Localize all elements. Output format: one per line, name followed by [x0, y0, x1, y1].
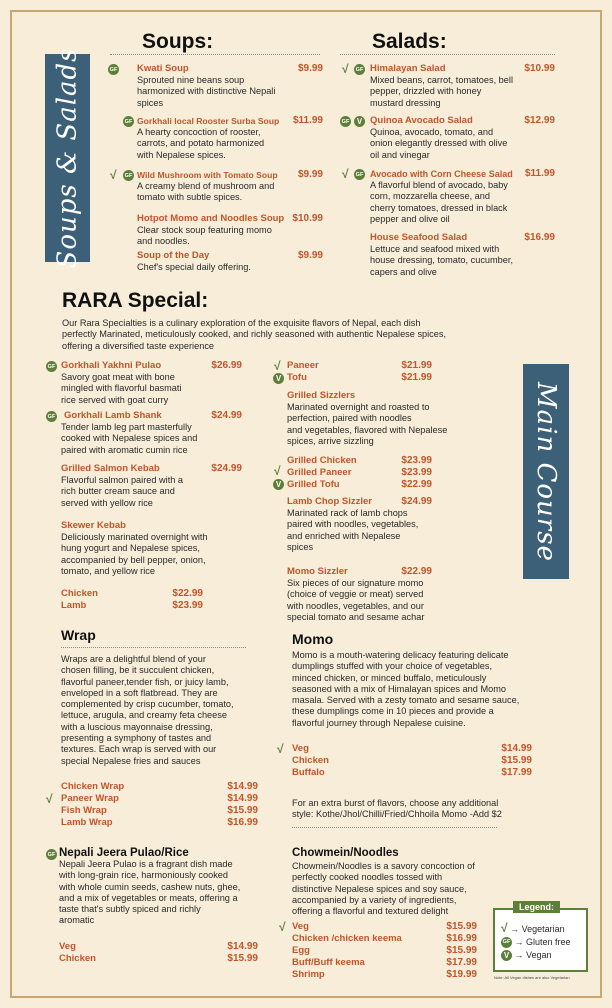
gluten-free-icon: GF [123, 170, 134, 181]
legend-box [493, 902, 588, 972]
rara-intro-line: offering a diversified taste experience [62, 340, 215, 351]
salad-desc: pepper and olive oil [370, 213, 450, 224]
vegan-icon: V [273, 373, 284, 384]
option-name: Chicken [61, 588, 98, 599]
wrap-desc: presenting a symphony of tastes and [61, 733, 212, 744]
rara-desc: Tender lamb leg part masterfully [61, 422, 192, 432]
salad-name: Himalayan Salad [370, 63, 446, 74]
rara-name: Gorkhali Yakhni Pulao [61, 360, 162, 371]
vegetarian-icon: √ [277, 742, 284, 757]
vegetarian-icon: √ [279, 920, 286, 935]
soup-desc: tomato with subtle spices. [137, 192, 243, 203]
rara-item [46, 410, 242, 463]
salads-heading: Salads: [372, 30, 447, 53]
momo-desc: minced chicken, or minced buffalo, meticulously [292, 672, 487, 683]
momo-extra: style: Kothe/Jhol/Chilli/Fried/Chhoila Momo -Add $2 [292, 809, 502, 820]
gluten-free-icon: GF [46, 849, 57, 860]
rara-desc: Flavorful salmon paired with a [61, 475, 184, 485]
pulao-options [46, 941, 258, 965]
momo-desc: these dumplings come in 10 pieces and provide a [292, 706, 494, 717]
momo-name: Veg [292, 743, 309, 755]
wrap-desc: with a luscious mayonnaise dressing, [61, 721, 213, 732]
gluten-free-icon: GF [46, 411, 57, 422]
wrap-heading: Wrap [61, 627, 96, 643]
rara-desc: cooked with Nepalese spices and [61, 433, 198, 444]
wrap-options [46, 781, 258, 829]
wrap-desc: complemented by crisp cucumber, tomato, [61, 699, 234, 710]
option-name: Paneer [287, 360, 319, 371]
lamb-chop-desc: paired with noodles, vegetables, [287, 519, 419, 530]
salad-price: $16.99 [524, 232, 555, 243]
soup-desc: Chef's special daily offering. [137, 262, 251, 272]
option-price: $21.99 [401, 372, 432, 383]
momo-name: Chicken [292, 755, 329, 767]
salad-desc: cherry tomatoes, dressed in black [370, 202, 508, 213]
option-name: Grilled Paneer [287, 467, 352, 478]
wrap-desc: Wraps are a delightful blend of your [61, 654, 206, 664]
rara-desc: Savory goat meat with bone [61, 372, 175, 382]
momo-sizzler-desc: (choice of veggie or meat) served [287, 589, 424, 600]
momo-sizzler-price: $22.99 [401, 566, 432, 577]
wrap-desc: flavorful paneer,tender fish, or juicy lamb, [61, 676, 229, 687]
legend-gluten-free [501, 936, 571, 949]
pulao-price: $14.99 [227, 940, 258, 952]
soup-price: $10.99 [292, 213, 323, 224]
chowmein-price: $15.99 [446, 945, 477, 957]
momo-options [277, 743, 532, 779]
chowmein-desc: perfectly cooked noodles tossed with [292, 872, 443, 883]
soups-list [108, 63, 323, 274]
salad-item [340, 115, 555, 168]
rara-desc: served with yellow rice [61, 497, 153, 508]
rara-heading: RARA Special: [62, 289, 209, 312]
sizzlers-desc: spices, arrive sizzling [287, 435, 374, 446]
salad-desc: capers and olive [370, 266, 437, 277]
soup-desc: and noodles. [137, 236, 190, 247]
vegan-icon: V [501, 950, 512, 961]
rara-price: $24.99 [211, 410, 242, 421]
salads-divider [340, 54, 555, 55]
momo-name: Buffalo [292, 767, 325, 779]
lamb-chop-name: Lamb Chop Sizzler [287, 496, 372, 507]
momo-sizzler-desc: special tomato and sesame achar [287, 611, 425, 622]
momo-desc: seasoned with a mix of Himalayan spices and Momo [292, 683, 506, 694]
option-price: $23.99 [172, 600, 203, 611]
legend-label: → Gluten free [514, 937, 571, 947]
soup-item [108, 250, 323, 274]
soup-item [108, 115, 323, 169]
gluten-free-icon: GF [108, 64, 119, 75]
chowmein-name: Shrimp [292, 969, 325, 981]
rara-desc: paired with aromatic cumin rice [61, 444, 188, 455]
wrap-name: Lamb Wrap [61, 816, 113, 828]
salad-price: $12.99 [524, 115, 555, 126]
rara-name: Grilled Salmon Kebab [61, 463, 160, 474]
chowmein-heading: Chowmein/Noodles [292, 847, 399, 859]
salads-list [340, 63, 555, 280]
rara-desc: rice served with goat curry [61, 394, 169, 405]
momo-desc: flavorful journey through Nepalese cuisine. [292, 717, 466, 728]
chowmein-name: Buff/Buff keema [292, 957, 365, 969]
salad-desc: corn, mozzarella cheese, and [370, 191, 491, 202]
rara-intro-line: Our Rara Specialties is a culinary exploration of the exquisite flavors of Nepal, each dish [62, 318, 421, 328]
option-price: $22.99 [172, 588, 203, 599]
soups-salads-banner [45, 47, 90, 269]
vegetarian-icon: √ [274, 359, 281, 373]
chowmein-name: Veg [292, 921, 309, 933]
rara-left-column [46, 360, 242, 612]
soup-price: $9.99 [297, 169, 323, 180]
wrap-price: $15.99 [227, 804, 258, 816]
chowmein-options [277, 921, 477, 981]
legend-vegetarian [501, 922, 571, 936]
paneer-tofu [272, 360, 432, 386]
wrap-name: Fish Wrap [61, 804, 107, 816]
pulao-name: Chicken [59, 952, 96, 964]
main-course-banner [523, 364, 569, 579]
rara-desc: rich butter cream sauce and [61, 486, 175, 497]
rara-item [46, 463, 242, 518]
chowmein-price: $17.99 [446, 957, 477, 969]
lamb-chop-item [272, 496, 432, 559]
salad-item [340, 63, 555, 115]
rara-name: Gorkhali Lamb Shank [64, 410, 162, 421]
skewer-options [46, 588, 203, 612]
rara-intro [62, 318, 522, 352]
momo-sizzler-name: Momo Sizzler [287, 566, 348, 577]
soup-desc: spices [137, 97, 164, 108]
sizzlers-desc: Marinated overnight and roasted to [287, 402, 430, 412]
gluten-free-icon: GF [354, 169, 365, 180]
legend-vegan [501, 949, 571, 962]
soup-item [108, 169, 323, 210]
sizzlers-item [272, 390, 448, 452]
wrap-desc: special Nepalese fries and sauces [61, 755, 201, 766]
soup-name: Hotpot Momo and Noodles Soup [137, 213, 285, 224]
sizzler-options [272, 455, 432, 493]
gluten-free-icon: GF [501, 937, 512, 948]
option-name: Grilled Chicken [287, 455, 357, 466]
salad-desc: Mixed beans, carrot, tomatoes, bell [370, 75, 513, 85]
lamb-chop-desc: Marinated rack of lamb chops [287, 508, 408, 518]
salad-name: Avocado with Corn Cheese Salad [370, 169, 513, 179]
momo-heading: Momo [292, 631, 334, 647]
legend-note: Note: All Vegan dishes are also Vegetarian [494, 975, 570, 980]
rara-desc: tomato, and yellow rice [61, 565, 155, 576]
salad-desc: house dressing, tomato, cucumber, [370, 255, 513, 266]
salad-desc: A flavorful blend of avocado, baby [370, 180, 508, 190]
vegetarian-icon: √ [342, 62, 349, 76]
option-price: $22.99 [401, 479, 432, 490]
soup-name: Gorkhali local Rooster Surba Soup [137, 116, 280, 126]
chowmein-price: $15.99 [446, 921, 477, 933]
rara-desc: mingled with flavorful basmati [61, 383, 182, 394]
vegan-icon: V [354, 116, 365, 127]
soup-name: Soup of the Day [137, 250, 210, 261]
chowmein-name: Chicken /chicken keema [292, 933, 402, 945]
wrap-price: $16.99 [227, 816, 258, 828]
soups-heading: Soups: [142, 30, 214, 53]
pulao-desc: with long-grain rice, harmoniously cooked [59, 870, 229, 881]
soup-desc: A hearty concoction of rooster, [137, 127, 261, 137]
gluten-free-icon: GF [354, 64, 365, 75]
rara-name: Skewer Kebab [61, 520, 126, 531]
wrap-desc: enveloped in a soft flatbread. They are [61, 687, 218, 698]
salad-price: $11.99 [524, 168, 555, 179]
wrap-price: $14.99 [227, 780, 258, 792]
option-name: Lamb [61, 600, 87, 611]
option-price: $23.99 [401, 455, 432, 466]
vegetarian-icon: √ [274, 464, 281, 478]
option-price: $21.99 [401, 360, 432, 371]
banner-left-label: Soups & Salads [52, 47, 83, 269]
pulao-name: Veg [59, 940, 76, 952]
chowmein-name: Egg [292, 945, 310, 957]
pulao-desc: aromatic [59, 915, 95, 926]
soups-divider [110, 54, 320, 55]
option-name: Grilled Tofu [287, 479, 340, 490]
salad-desc: pepper, drizzled with honey [370, 86, 482, 97]
sizzlers-name: Grilled Sizzlers [287, 390, 356, 401]
rara-desc: hung yogurt and Nepalese spices, [61, 543, 200, 554]
chowmein-price: $19.99 [446, 969, 477, 981]
chowmein-desc: offering a flavorful and textured delight [292, 906, 449, 917]
soup-desc: harmonized with distinctive Nepali [137, 86, 276, 97]
soup-name: Kwati Soup [137, 63, 189, 74]
vegan-icon: V [273, 479, 284, 490]
legend-label: → Vegetarian [510, 924, 565, 934]
momo-price: $15.99 [501, 755, 532, 767]
lamb-chop-price: $24.99 [401, 496, 432, 507]
sizzlers-desc: perfection, paired with noodles [287, 413, 412, 424]
momo-desc: masala. Served with a zesty tomato and sesame sauce, [292, 695, 520, 706]
salad-item [340, 168, 555, 232]
chowmein-section [277, 847, 477, 981]
momo-divider [292, 827, 497, 828]
rara-item [46, 360, 242, 410]
momo-desc: Momo is a mouth-watering delicacy featuring delicate [292, 650, 509, 660]
gluten-free-icon: GF [46, 361, 57, 372]
wrap-desc: textures. Each wrap is served with our [61, 744, 217, 755]
wrap-name: Paneer Wrap [61, 792, 119, 804]
legend-label: → Vegan [514, 950, 552, 960]
gluten-free-icon: GF [123, 116, 134, 127]
rara-desc: Deliciously marinated overnight with [61, 532, 208, 542]
vegetarian-icon: √ [342, 167, 349, 181]
soup-desc: Sprouted nine beans soup [137, 75, 245, 85]
momo-price: $14.99 [501, 743, 532, 755]
vegetarian-icon: √ [46, 791, 53, 806]
pulao-desc: taste that's subtly spiced and richly [59, 904, 201, 915]
rara-desc: accompanied by bell pepper, onion, [61, 554, 206, 565]
salad-name: House Seafood Salad [370, 232, 468, 243]
wrap-section [46, 627, 256, 829]
momo-desc: dumplings stuffed with your choice of vegetables, [292, 661, 493, 672]
rara-item [46, 520, 242, 580]
option-name: Tofu [287, 372, 307, 383]
soup-desc: with Nepalese spices. [137, 149, 226, 160]
wrap-name: Chicken Wrap [61, 780, 125, 792]
rara-right-column [272, 359, 448, 626]
wrap-desc: lettuce, arugula, and creamy feta cheese [61, 710, 227, 721]
salad-desc: Quinoa, avocado, tomato, and [370, 127, 494, 137]
salad-item [340, 232, 555, 280]
salad-desc: oil and vinegar [370, 149, 430, 160]
salad-desc: onion elegantly dressed with olive [370, 138, 508, 149]
chowmein-price: $16.99 [446, 933, 477, 945]
rara-intro-line: perfectly Marinated, meticulously cooked, and richly seasoned with authentic Nepalese spices, [62, 329, 447, 340]
soup-price: $9.99 [297, 63, 323, 74]
salad-name: Quinoa Avocado Salad [370, 115, 473, 126]
salad-desc: Lettuce and seafood mixed with [370, 244, 500, 254]
momo-extra: For an extra burst of flavors, choose any additional [292, 798, 499, 809]
chowmein-desc: Chowmein/Noodles is a savory concoction of [292, 861, 475, 871]
soup-item [108, 63, 323, 110]
soup-price: $9.99 [297, 250, 323, 261]
chowmein-desc: accompanied by a variety of ingredients, [292, 894, 457, 905]
wrap-divider [61, 647, 246, 648]
pulao-desc: Nepali Jeera Pulao is a fragrant dish made [59, 859, 233, 869]
salad-desc: mustard dressing [370, 97, 441, 108]
vegetarian-icon: √ [110, 168, 117, 182]
momo-sizzler-item [272, 566, 447, 626]
momo-sizzler-desc: with noodles, vegetables, and our [287, 600, 424, 611]
lamb-chop-desc: and enriched with Nepalese [287, 530, 401, 541]
pulao-heading: Nepali Jeera Pulao/Rice [59, 847, 189, 859]
legend-title: Legend: [513, 901, 560, 913]
banner-right-label: Main Course [531, 381, 561, 562]
gluten-free-icon: GF [340, 116, 351, 127]
rara-price: $24.99 [211, 463, 242, 474]
soup-item [108, 213, 323, 250]
pulao-desc: with whole cumin seeds, cashew nuts, ghee, [59, 881, 241, 892]
wrap-price: $14.99 [227, 792, 258, 804]
soup-price: $11.99 [292, 115, 323, 126]
momo-section [277, 631, 532, 828]
soup-desc: carrots, and potato harmonized [137, 138, 265, 149]
soup-desc: Clear stock soup featuring momo [137, 225, 272, 235]
vegetarian-icon: √ [501, 921, 508, 935]
pulao-price: $15.99 [227, 952, 258, 964]
option-price: $23.99 [401, 467, 432, 478]
momo-sizzler-desc: Six pieces of our signature momo [287, 578, 424, 588]
sizzlers-desc: and vegetables, flavored with Nepalese [287, 424, 448, 435]
salad-price: $10.99 [524, 63, 555, 74]
wrap-desc: chosen filling, be it succulent chicken, [61, 665, 215, 676]
pulao-desc: and a mix of vegetables or meats, offering a [59, 892, 238, 903]
soup-desc: A creamy blend of mushroom and [137, 181, 275, 191]
pulao-section [46, 847, 258, 965]
soup-name: Wild Mushroom with Tomato Soup [137, 170, 278, 180]
momo-price: $17.99 [501, 767, 532, 779]
rara-price: $26.99 [211, 360, 242, 371]
lamb-chop-desc: spices [287, 541, 314, 552]
chowmein-desc: distinctive Nepalese spices and soy sauce, [292, 883, 467, 894]
